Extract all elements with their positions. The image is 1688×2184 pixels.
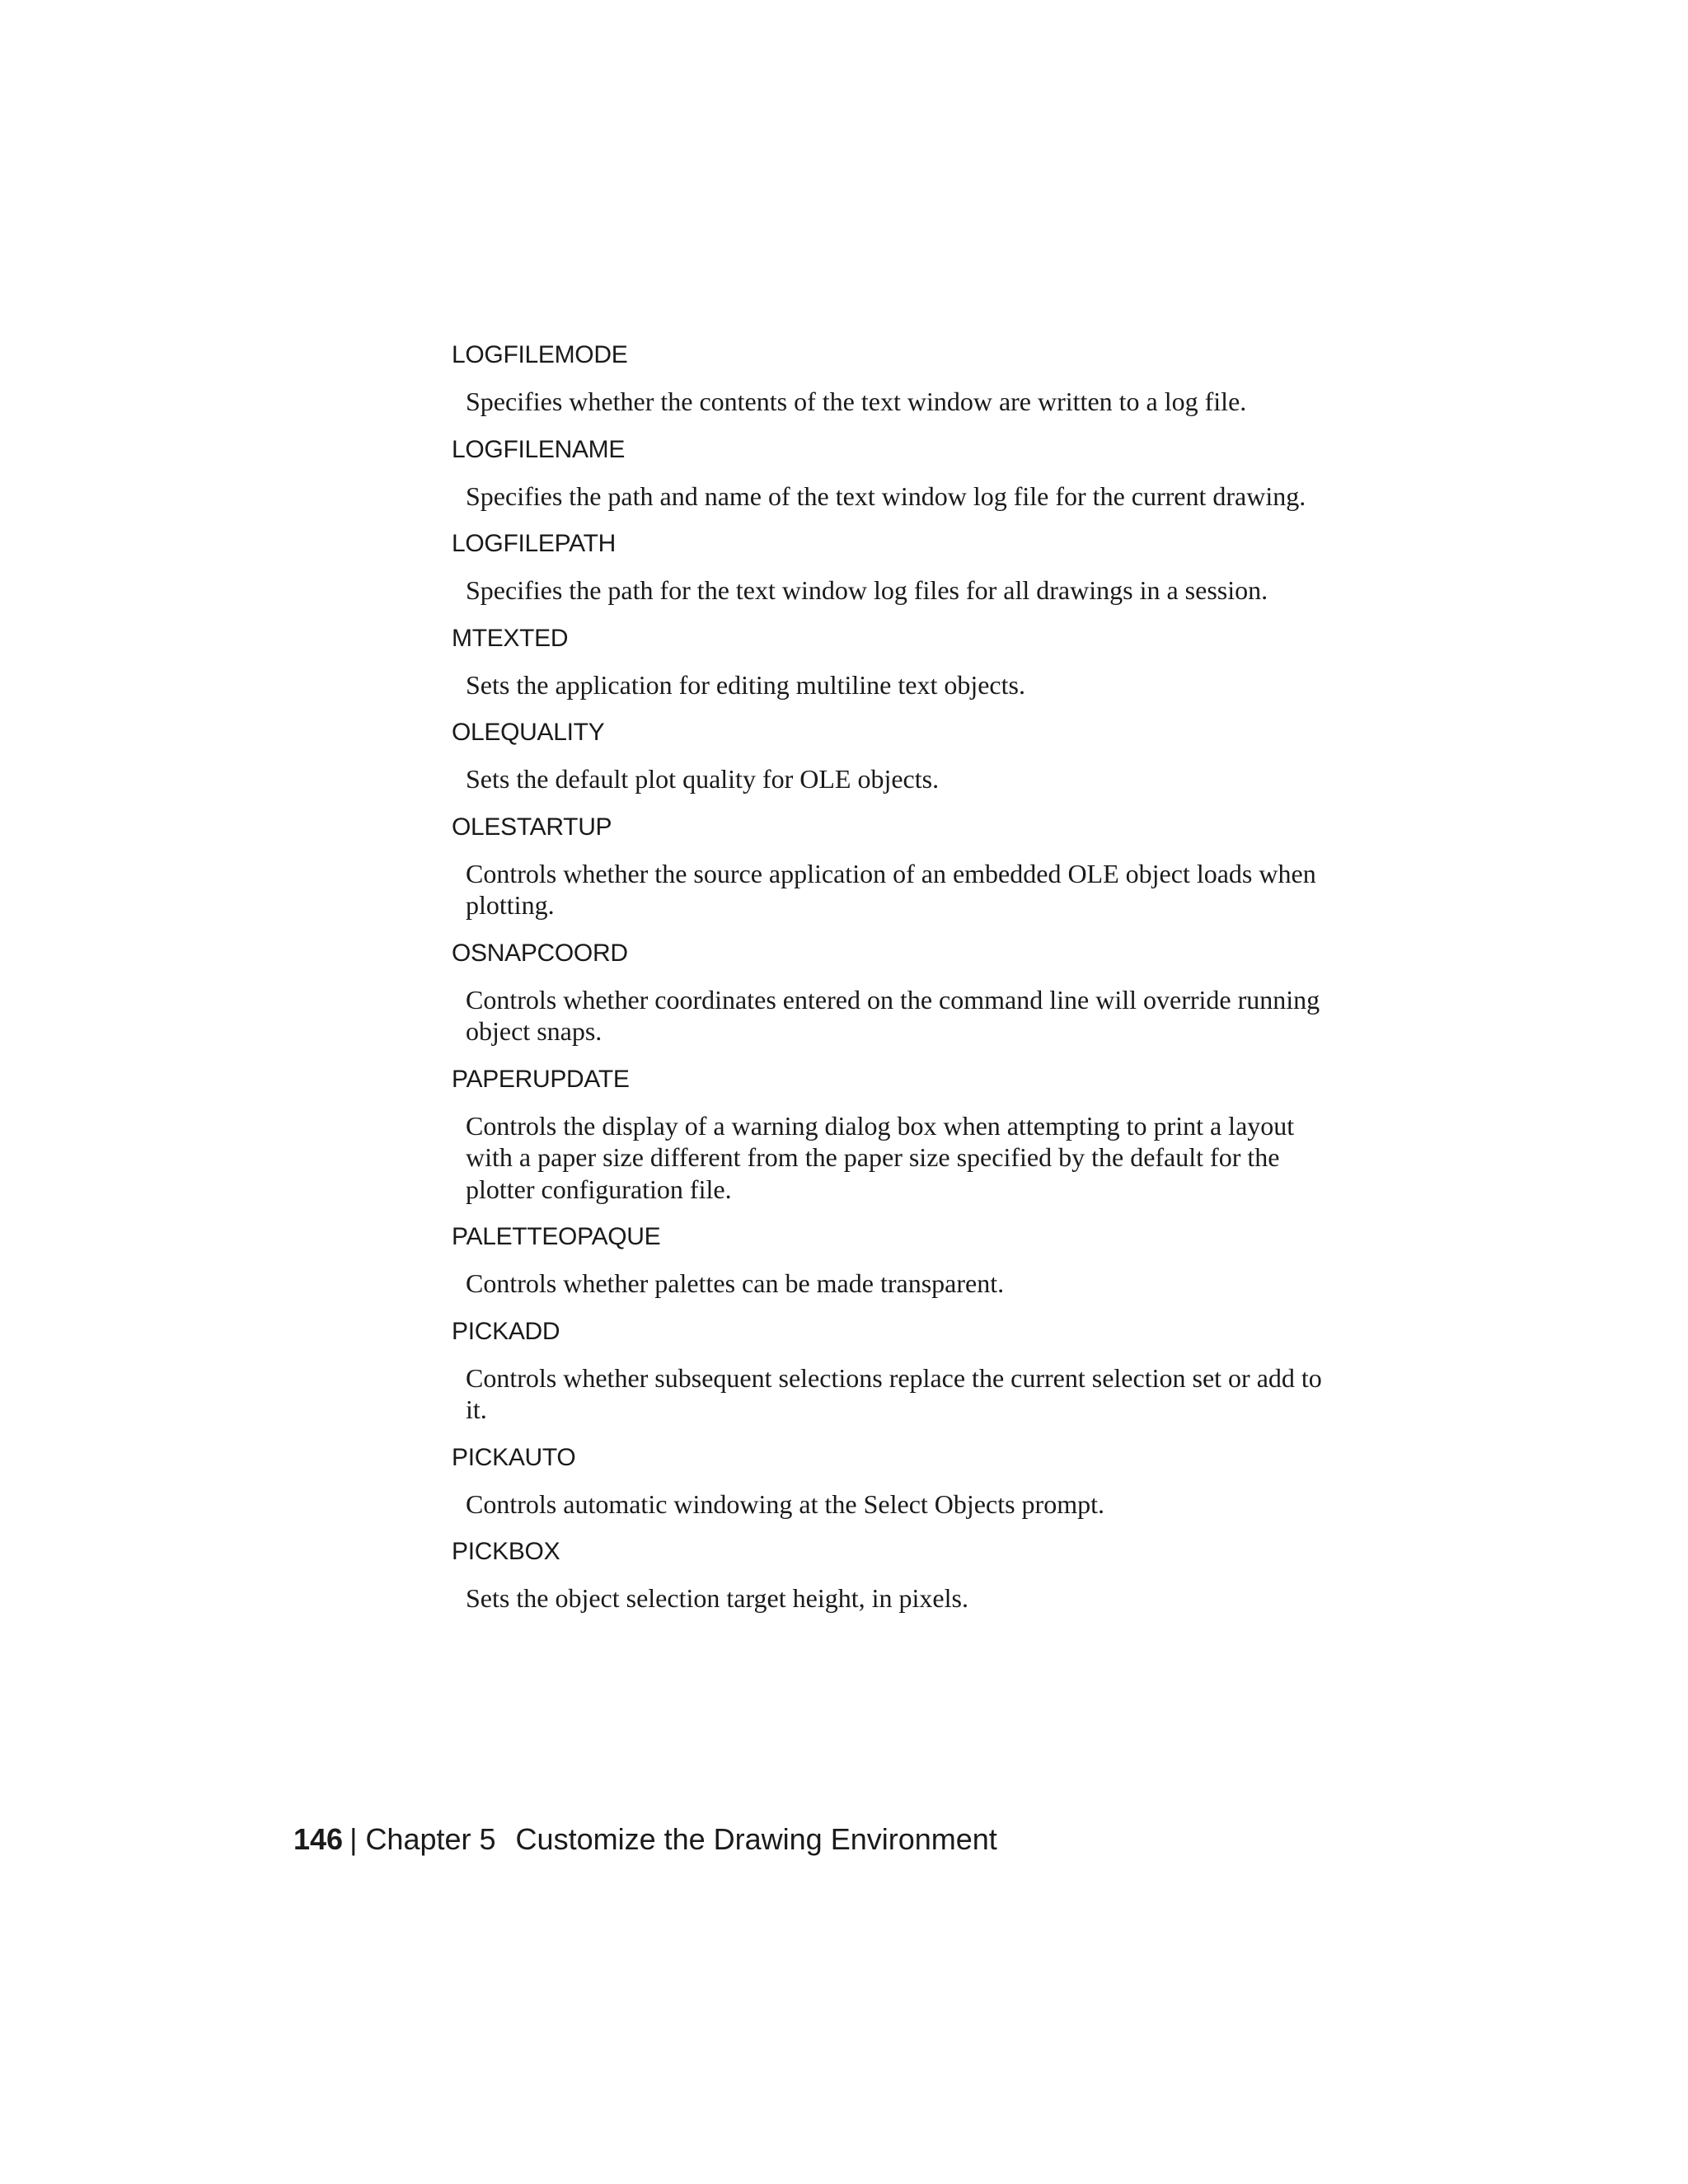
entry-olequality xyxy=(452,717,1342,795)
entry-description: Specifies whether the contents of the text window are written to a log file. xyxy=(466,387,1247,416)
entry-term: PICKBOX xyxy=(452,1538,560,1565)
entry-description: Controls whether the source application of an embedded OLE object loads when plotting. xyxy=(466,858,1316,920)
page-footer xyxy=(293,1821,997,1858)
entry-pickadd xyxy=(452,1316,1342,1426)
entry-osnapcoord xyxy=(452,938,1342,1047)
entry-logfilename xyxy=(452,434,1342,513)
system-variable-list xyxy=(452,340,1342,1631)
entry-paletteopaque xyxy=(452,1221,1342,1300)
entry-term: MTEXTED xyxy=(452,624,569,652)
entry-term: OLEQUALITY xyxy=(452,719,605,746)
entry-description: Sets the object selection target height, in pixels. xyxy=(466,1583,968,1613)
entry-paperupdate xyxy=(452,1064,1342,1206)
entry-logfilepath xyxy=(452,528,1342,607)
entry-olestartup xyxy=(452,812,1342,921)
footer-separator: | xyxy=(349,1822,358,1856)
entry-term: LOGFILEMODE xyxy=(452,341,628,368)
entry-term: PICKAUTO xyxy=(452,1443,576,1471)
entry-description: Controls automatic windowing at the Select Objects prompt. xyxy=(466,1488,1104,1519)
chapter-title: Customize the Drawing Environment xyxy=(515,1822,997,1856)
entry-logfilemode xyxy=(452,340,1342,418)
entry-term: OSNAPCOORD xyxy=(452,939,628,967)
entry-description: Controls the display of a warning dialog box when attempting to print a layout with a paper size different from the paper size specified by the default for the plotter configuration file. xyxy=(466,1110,1295,1204)
entry-term: LOGFILENAME xyxy=(452,435,626,463)
entry-term: PAPERUPDATE xyxy=(452,1065,630,1093)
entry-description: Specifies the path for the text window log files for all drawings in a session. xyxy=(466,575,1268,605)
entry-description: Controls whether coordinates entered on the command line will override running object snaps. xyxy=(466,984,1320,1046)
page-number: 146 xyxy=(293,1822,344,1856)
entry-description: Sets the application for editing multiline text objects. xyxy=(466,669,1025,700)
entry-pickauto xyxy=(452,1442,1342,1521)
entry-term: PICKADD xyxy=(452,1317,560,1345)
chapter-label: Chapter 5 xyxy=(365,1822,496,1856)
entry-description: Sets the default plot quality for OLE objects. xyxy=(466,764,940,794)
entry-description: Controls whether subsequent selections replace the current selection set or add to it. xyxy=(466,1362,1322,1424)
entry-term: PALETTEOPAQUE xyxy=(452,1223,661,1250)
entry-mtexted xyxy=(452,623,1342,701)
entry-pickbox xyxy=(452,1536,1342,1615)
entry-description: Controls whether palettes can be made transparent. xyxy=(466,1268,1005,1298)
entry-term: OLESTARTUP xyxy=(452,813,612,841)
entry-description: Specifies the path and name of the text window log file for the current drawing. xyxy=(466,480,1306,511)
entry-term: LOGFILEPATH xyxy=(452,530,616,557)
